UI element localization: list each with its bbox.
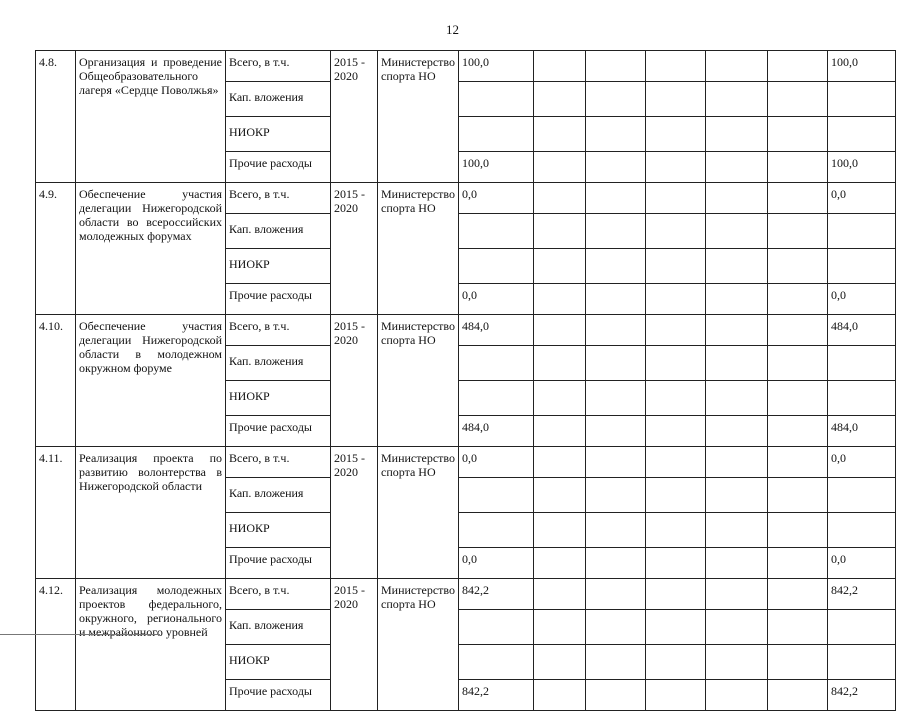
value-cell [459, 214, 534, 249]
value-cell [534, 183, 586, 214]
total-cell: 484,0 [828, 416, 896, 447]
value-cell [534, 152, 586, 183]
value-cell [706, 284, 768, 315]
value-cell [768, 416, 828, 447]
total-cell: 100,0 [828, 51, 896, 82]
value-cell [768, 680, 828, 711]
value-cell [534, 645, 586, 680]
value-cell [646, 51, 706, 82]
value-cell [586, 548, 646, 579]
total-cell: 100,0 [828, 152, 896, 183]
value-cell [768, 214, 828, 249]
value-cell [586, 610, 646, 645]
executor: Министерство спорта НО [378, 51, 459, 183]
total-cell [828, 610, 896, 645]
value-cell [459, 513, 534, 548]
total-cell: 0,0 [828, 548, 896, 579]
value-cell [586, 645, 646, 680]
executor: Министерство спорта НО [378, 579, 459, 711]
value-cell [459, 82, 534, 117]
value-cell [768, 152, 828, 183]
value-cell [534, 478, 586, 513]
value-cell [586, 416, 646, 447]
expense-category: НИОКР [226, 381, 331, 416]
value-cell: 0,0 [459, 548, 534, 579]
value-cell [646, 284, 706, 315]
value-cell [534, 381, 586, 416]
expense-category: Всего, в т.ч. [226, 183, 331, 214]
item-number: 4.12. [36, 579, 76, 711]
value-cell [646, 548, 706, 579]
program-budget-table [35, 50, 896, 711]
value-cell [768, 579, 828, 610]
total-cell: 0,0 [828, 447, 896, 478]
item-number: 4.9. [36, 183, 76, 315]
total-cell [828, 513, 896, 548]
value-cell [706, 346, 768, 381]
value-cell: 0,0 [459, 183, 534, 214]
period: 2015 - 2020 [331, 579, 378, 711]
value-cell [768, 381, 828, 416]
value-cell [706, 548, 768, 579]
value-cell [534, 680, 586, 711]
value-cell [706, 381, 768, 416]
total-cell: 0,0 [828, 183, 896, 214]
page-number: 12 [446, 22, 459, 37]
expense-category: Прочие расходы [226, 680, 331, 711]
value-cell [706, 82, 768, 117]
value-cell [586, 183, 646, 214]
expense-category: Всего, в т.ч. [226, 579, 331, 610]
value-cell [768, 346, 828, 381]
value-cell [646, 152, 706, 183]
item-number: 4.8. [36, 51, 76, 183]
total-cell: 0,0 [828, 284, 896, 315]
value-cell [646, 249, 706, 284]
value-cell [534, 284, 586, 315]
value-cell [586, 513, 646, 548]
item-name: Обеспечение участия делегации Нижегородской области в молодежном окружном форуме [76, 315, 226, 447]
value-cell [768, 548, 828, 579]
total-cell [828, 249, 896, 284]
value-cell [768, 645, 828, 680]
value-cell [646, 513, 706, 548]
item-name: Организация и проведение Общеобразовательного лагеря «Сердце Поволжья» [76, 51, 226, 183]
expense-category: НИОКР [226, 513, 331, 548]
expense-category: Всего, в т.ч. [226, 51, 331, 82]
value-cell [768, 117, 828, 152]
value-cell [706, 249, 768, 284]
value-cell: 0,0 [459, 284, 534, 315]
expense-category: Всего, в т.ч. [226, 447, 331, 478]
value-cell [586, 478, 646, 513]
item-name: Реализация проекта по развитию волонтерства в Нижегородской области [76, 447, 226, 579]
expense-category: Кап. вложения [226, 346, 331, 381]
value-cell [646, 117, 706, 152]
value-cell [459, 478, 534, 513]
table-row [36, 51, 896, 82]
total-cell [828, 381, 896, 416]
value-cell [459, 346, 534, 381]
value-cell [768, 513, 828, 548]
table-row [36, 447, 896, 478]
total-cell [828, 214, 896, 249]
value-cell [534, 315, 586, 346]
value-cell [646, 183, 706, 214]
value-cell [706, 183, 768, 214]
value-cell [586, 447, 646, 478]
value-cell [768, 284, 828, 315]
value-cell [586, 117, 646, 152]
value-cell: 842,2 [459, 579, 534, 610]
period: 2015 - 2020 [331, 315, 378, 447]
value-cell [706, 447, 768, 478]
value-cell [586, 214, 646, 249]
value-cell [459, 249, 534, 284]
value-cell: 0,0 [459, 447, 534, 478]
total-cell: 842,2 [828, 680, 896, 711]
period: 2015 - 2020 [331, 51, 378, 183]
value-cell [586, 82, 646, 117]
value-cell: 484,0 [459, 315, 534, 346]
value-cell [706, 513, 768, 548]
executor: Министерство спорта НО [378, 447, 459, 579]
value-cell [706, 315, 768, 346]
value-cell [706, 214, 768, 249]
value-cell [646, 610, 706, 645]
value-cell [646, 82, 706, 117]
expense-category: Кап. вложения [226, 610, 331, 645]
value-cell [706, 579, 768, 610]
value-cell [586, 346, 646, 381]
value-cell [534, 249, 586, 284]
value-cell [534, 548, 586, 579]
expense-category: НИОКР [226, 249, 331, 284]
value-cell [586, 51, 646, 82]
value-cell [706, 610, 768, 645]
value-cell [768, 183, 828, 214]
value-cell [706, 152, 768, 183]
expense-category: Кап. вложения [226, 214, 331, 249]
value-cell [646, 416, 706, 447]
value-cell [586, 284, 646, 315]
value-cell [646, 214, 706, 249]
period: 2015 - 2020 [331, 447, 378, 579]
value-cell [706, 680, 768, 711]
value-cell [646, 315, 706, 346]
period: 2015 - 2020 [331, 183, 378, 315]
value-cell [586, 249, 646, 284]
value-cell [534, 82, 586, 117]
total-cell: 484,0 [828, 315, 896, 346]
value-cell [534, 579, 586, 610]
value-cell [586, 579, 646, 610]
table-row [36, 315, 896, 346]
item-number: 4.11. [36, 447, 76, 579]
item-number: 4.10. [36, 315, 76, 447]
value-cell [768, 478, 828, 513]
table-row [36, 183, 896, 214]
expense-category: НИОКР [226, 117, 331, 152]
value-cell [586, 381, 646, 416]
value-cell: 100,0 [459, 51, 534, 82]
value-cell [646, 680, 706, 711]
value-cell [706, 645, 768, 680]
expense-category: Прочие расходы [226, 416, 331, 447]
value-cell [534, 51, 586, 82]
value-cell [706, 117, 768, 152]
value-cell [534, 214, 586, 249]
value-cell [768, 610, 828, 645]
total-cell [828, 82, 896, 117]
expense-category: Прочие расходы [226, 548, 331, 579]
value-cell [768, 82, 828, 117]
value-cell [706, 416, 768, 447]
value-cell [768, 51, 828, 82]
value-cell [646, 346, 706, 381]
value-cell [459, 645, 534, 680]
value-cell [459, 117, 534, 152]
expense-category: Прочие расходы [226, 152, 331, 183]
value-cell [534, 513, 586, 548]
value-cell [768, 315, 828, 346]
total-cell [828, 645, 896, 680]
value-cell [586, 680, 646, 711]
expense-category: Кап. вложения [226, 82, 331, 117]
value-cell [459, 610, 534, 645]
expense-category: НИОКР [226, 645, 331, 680]
value-cell [586, 315, 646, 346]
page-bottom-rule [0, 634, 160, 635]
expense-category: Всего, в т.ч. [226, 315, 331, 346]
expense-category: Кап. вложения [226, 478, 331, 513]
value-cell [646, 645, 706, 680]
table-row [36, 579, 896, 610]
executor: Министерство спорта НО [378, 183, 459, 315]
value-cell [646, 381, 706, 416]
value-cell: 842,2 [459, 680, 534, 711]
value-cell [459, 381, 534, 416]
value-cell [646, 478, 706, 513]
value-cell [646, 447, 706, 478]
total-cell [828, 346, 896, 381]
value-cell [646, 579, 706, 610]
total-cell [828, 117, 896, 152]
total-cell: 842,2 [828, 579, 896, 610]
value-cell [768, 249, 828, 284]
value-cell [768, 447, 828, 478]
total-cell [828, 478, 896, 513]
value-cell: 484,0 [459, 416, 534, 447]
executor: Министерство спорта НО [378, 315, 459, 447]
value-cell [586, 152, 646, 183]
value-cell [534, 416, 586, 447]
value-cell [534, 346, 586, 381]
item-name: Реализация молодежных проектов федерального, окружного, регионального и межрайонного уровней [76, 579, 226, 711]
expense-category: Прочие расходы [226, 284, 331, 315]
value-cell [706, 51, 768, 82]
item-name: Обеспечение участия делегации Нижегородской области во всероссийских молодежных форумах [76, 183, 226, 315]
value-cell: 100,0 [459, 152, 534, 183]
value-cell [706, 478, 768, 513]
value-cell [534, 117, 586, 152]
value-cell [534, 610, 586, 645]
value-cell [534, 447, 586, 478]
